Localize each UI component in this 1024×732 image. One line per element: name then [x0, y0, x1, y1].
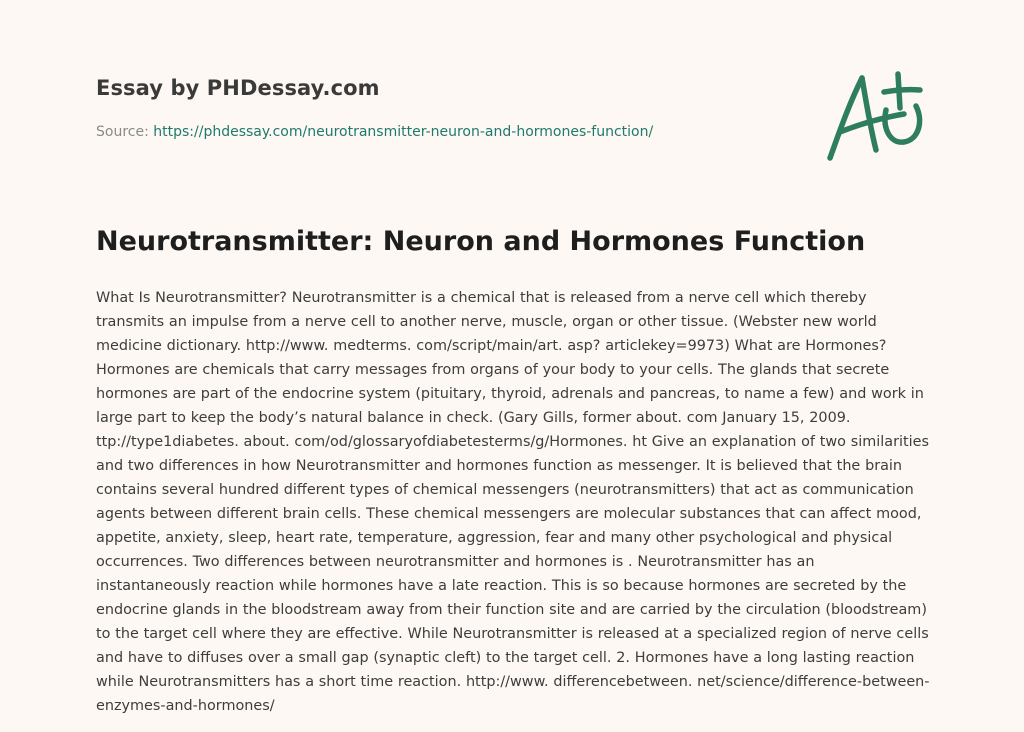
site-brand: Essay by PHDessay.com [96, 76, 380, 100]
a-plus-grade-icon [820, 66, 930, 166]
source-label: Source: [96, 124, 154, 140]
source-link[interactable]: https://phdessay.com/neurotransmitter-neuron-and-hormones-function/ [153, 124, 654, 140]
essay-title: Neurotransmitter: Neuron and Hormones Function [96, 226, 866, 257]
essay-body: What Is Neurotransmitter? Neurotransmitter is a chemical that is released from a nerve cell which thereby transmits an impulse from a nerve cell to another nerve, muscle, organ or other tissue. (Webster new world medicine dictionary. http://www. medterms. com/script/main/art. asp? articlekey=9973) What are Hormones? Hormones are chemicals that carry messages from organs of your body to your cells. The glands that secrete hormones are part of the endocrine system (pituitary, thyroid, adrenals and pancreas, to name a few) and work in large part to keep the body’s natural balance in check. (Gary Gills, former about. com January 15, 2009. ttp://type1diabetes. about. com/od/glossaryofdiabetesterms/g/Hormones. ht Give an explanation of two similarities and two differences in how Neurotransmitter and hormones function as messenger. It is believed that the brain contains several hundred different types of chemical messengers (neurotransmitters) that act as communication agents between different brain cells. These chemical messengers are molecular substances that can affect mood, appetite, anxiety, sleep, heart rate, temperature, aggression, fear and many other psychological and physical occurrences. Two differences between neurotransmitter and hormones is . Neurotransmitter has an instantaneously reaction while hormones have a late reaction. This is so because hormones are secreted by the endocrine glands in the bloodstream away from their function site and are carried by the circulation (bloodstream) to the target cell where they are effective. While Neurotransmitter is released at a specialized region of nerve cells and have to diffuses over a small gap (synaptic cleft) to the target cell. 2. Hormones have a long lasting reaction while Neurotransmitters has a short time reaction. http://www. differencebetween. net/science/difference-between-enzymes-and-hormones/ [96, 290, 930, 714]
source-line [96, 124, 653, 140]
